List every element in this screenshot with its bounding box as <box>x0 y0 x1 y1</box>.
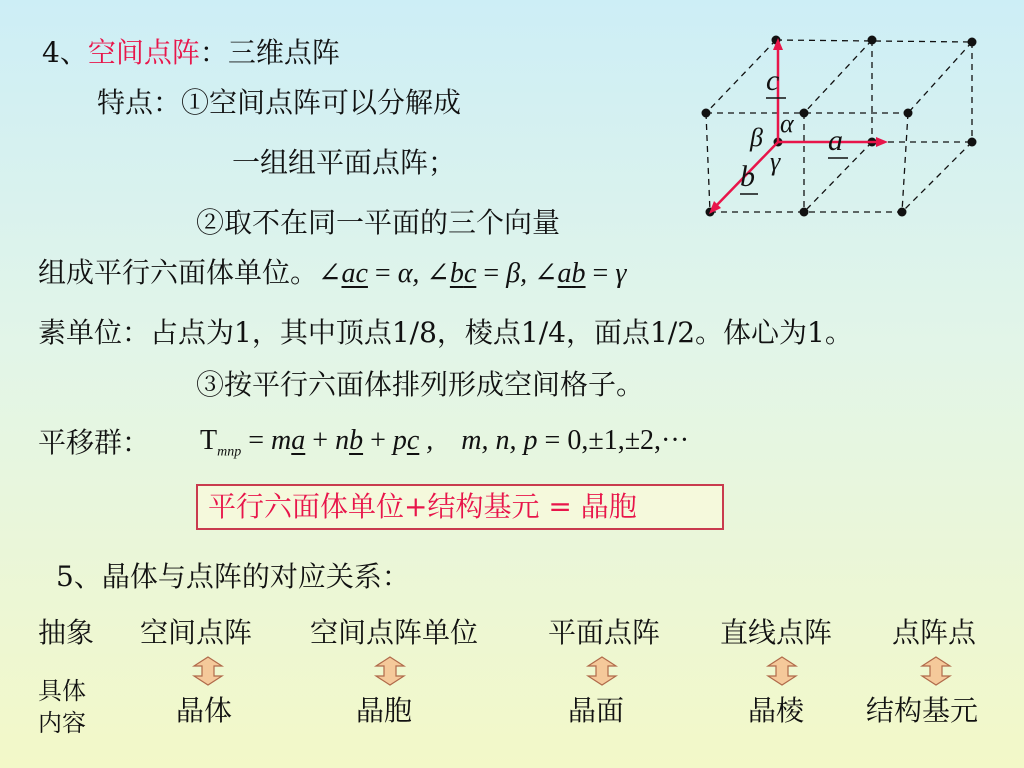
label-b: b <box>740 160 755 193</box>
label-beta: β <box>750 123 763 152</box>
label-c: c <box>766 64 780 97</box>
primitive-unit-line: 素单位：占点为1，其中顶点1/8，棱点1/4，面点1/2。体心为1。 <box>38 316 853 349</box>
concrete-label-line-2: 内容 <box>38 709 86 737</box>
feature-line-1: 特点：①空间点阵可以分解成 <box>97 86 462 119</box>
angle-formula: ∠ac = α, ∠bc = β, ∠ab = γ <box>318 258 627 289</box>
abstract-label: 抽象 <box>38 616 95 649</box>
double-arrow-icon <box>918 656 954 686</box>
abstract-item-space-lattice: 空间点阵 <box>140 616 253 649</box>
concrete-item-crystal: 晶体 <box>176 694 233 727</box>
feature-line-6: ③按平行六面体排列形成空间格子。 <box>196 368 645 401</box>
basis-vectors <box>709 38 888 214</box>
double-arrow-icon <box>190 656 226 686</box>
vector-a-arrowhead <box>876 137 888 147</box>
translation-group-label: 平移群： <box>38 426 151 459</box>
label-gamma: γ <box>770 147 781 176</box>
feature-line-4-text: 组成平行六面体单位。 <box>38 256 319 289</box>
section4-number: 4、 <box>42 36 88 69</box>
abstract-item-plane-lattice: 平面点阵 <box>548 616 661 649</box>
abstract-item-line-lattice: 直线点阵 <box>720 616 833 649</box>
section4-title-highlight: 空间点阵 <box>87 36 200 69</box>
section4-title-rest: ：三维点阵 <box>199 36 340 69</box>
feature-line-3: ②取不在同一平面的三个向量 <box>196 206 561 239</box>
abstract-item-lattice-unit: 空间点阵单位 <box>310 616 479 649</box>
abstract-item-lattice-point: 点阵点 <box>892 616 977 649</box>
concrete-item-crystal-face: 晶面 <box>568 694 625 727</box>
concrete-item-crystal-edge: 晶棱 <box>748 694 805 727</box>
lattice-diagram <box>690 28 990 228</box>
concrete-item-unit-cell: 晶胞 <box>356 694 413 727</box>
double-arrow-icon <box>372 656 408 686</box>
unit-cell-definition: 平行六面体单位+结构基元 = 晶胞 <box>208 490 637 523</box>
feature-line-2: 一组组平面点阵； <box>232 146 457 179</box>
label-a: a <box>828 124 843 157</box>
section5-title: 5、晶体与点阵的对应关系： <box>56 560 410 593</box>
double-arrow-icon <box>584 656 620 686</box>
label-alpha: α <box>780 109 794 138</box>
section4-title <box>42 36 340 70</box>
concrete-item-structural-motif: 结构基元 <box>866 694 979 727</box>
translation-formula: $T_{mnp}$ = ma + nb + pc , m, n, p = 0,±1,±2,··· <box>200 425 690 460</box>
unit-cell-definition-box <box>196 484 724 530</box>
double-arrow-icon <box>764 656 800 686</box>
feature-line-4 <box>38 256 626 291</box>
concrete-label-line-1: 具体 <box>38 677 86 705</box>
